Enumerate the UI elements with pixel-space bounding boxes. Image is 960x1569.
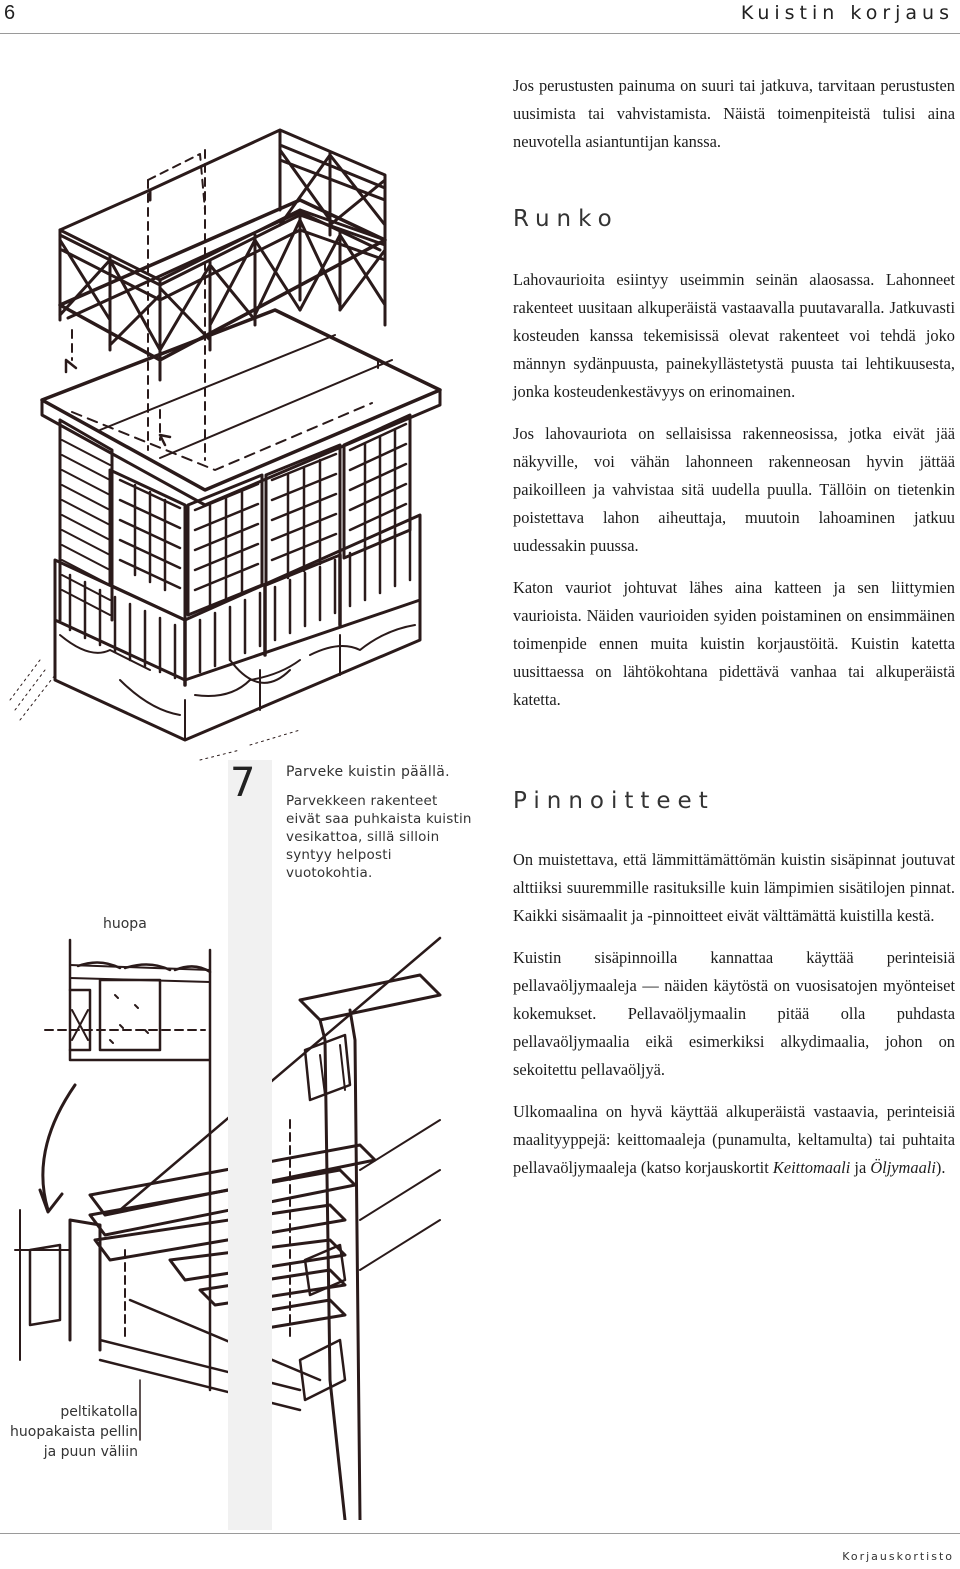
ref-oljymaali: Öljymaali (870, 1158, 936, 1177)
footer-text: Korjauskortisto (842, 1550, 954, 1563)
pinnoitteet-paragraph-3-text-before: Ulkomaalina on hyvä käyttää alkuperäistä vastaavia, perinteisiä maalityyppejä: keittomaaleja (punamulta, keltamulta) tai puhtaita pellavaöljymaaleja (katso korjauskortit (513, 1102, 955, 1177)
section-heading-runko: Runko (513, 206, 619, 232)
figure-caption: Parvekkeen rakenteet eivät saa puhkaista kuistin vesikattoa, sillä silloin syntyy helposti vuotokohtia. (286, 793, 472, 881)
runko-text (513, 266, 955, 714)
pinnoitteet-text (513, 846, 955, 1182)
page-number: 6 (4, 2, 16, 24)
pinnoitteet-paragraph-3 (513, 1098, 955, 1182)
page-header (0, 0, 960, 34)
intro-paragraph: Jos perustusten painuma on suuri tai jatkuva, tarvitaan perustusten uusimista tai vahvistamista. Näistä toimenpiteistä tulisi aina neuvotella asiantuntijan kanssa. (513, 76, 955, 151)
footer-rule (0, 1533, 960, 1534)
porch-balcony-illustration (0, 60, 470, 800)
runko-paragraph-2: Jos lahovauriota on sellaisissa rakenneosissa, jotka eivät jää näkyville, voi vähän lahonneen rakenneosan hyvin jättää paikoilleen ja vahvistaa sitä uudella puulla. Tällöin on tietenkin poistettava lahon aiheuttaja, muutoin lahoaminen jatkuu uudessakin puussa. (513, 424, 955, 555)
ref-keittomaali: Keittomaali (772, 1158, 851, 1177)
label-peltikatolla: peltikatolla huopakaista pellin ja puun väliin (10, 1404, 138, 1460)
pinnoitteet-paragraph-2: Kuistin sisäpinnoilla kannattaa käyttää perinteisiä pellavaöljymaaleja — näiden käytöstä on vuosisatojen myönteiset kokemukset. Pellavaöljymaalin pitää olla puhdasta pellavaöljymaalia eikä esimerkiksi alkydimaalia, johon on sekoitettu pellavaöljyä. (513, 948, 955, 1079)
runko-paragraph-1: Lahovaurioita esiintyy useimmin seinän alaosassa. Lahonneet rakenteet uusitaan alkuperäistä vastaavalla puutavaralla. Jatkuvasti kosteuden kanssa tekemisissä olevat rakenteet voi tehdä joko männyn sydänpuusta, painekyllästetystä puusta tai lehtikuusesta, jonka kosteudenkestävyys on erinomainen. (513, 270, 955, 401)
running-title: Kuistin korjaus (740, 2, 954, 24)
runko-paragraph-3: Katon vauriot johtuvat lähes aina katteen ja sen liittymien vaurioista. Näiden vaurioiden syiden poistaminen on ensimmäinen toimenpide ennen muita kuistin korjaustöitä. Kuistin katetta uusittaessa on lähtökohtana pidettävä vanhaa tai alkuperäistä katetta. (513, 578, 955, 709)
pinnoitteet-paragraph-1: On muistettava, että lämmittämättömän kuistin sisäpinnat joutuvat alttiiksi suuremmille rasituksille kuin lämpimien sisätilojen pinnat. Kaikki sisämaalit ja -pinnoitteet eivät välttämättä kuistilla kestä. (513, 850, 955, 925)
pinnoitteet-paragraph-3-text-middle: ja (850, 1158, 871, 1177)
pinnoitteet-paragraph-3-text-after: ). (935, 1158, 946, 1177)
label-huopa: huopa (103, 916, 147, 932)
figure-caption-panel (228, 760, 272, 1530)
intro-text (513, 72, 955, 156)
figure-number: 7 (230, 760, 256, 806)
section-heading-pinnoitteet: Pinnoitteet (513, 788, 715, 814)
figure-title: Parveke kuistin päällä. (286, 764, 450, 780)
